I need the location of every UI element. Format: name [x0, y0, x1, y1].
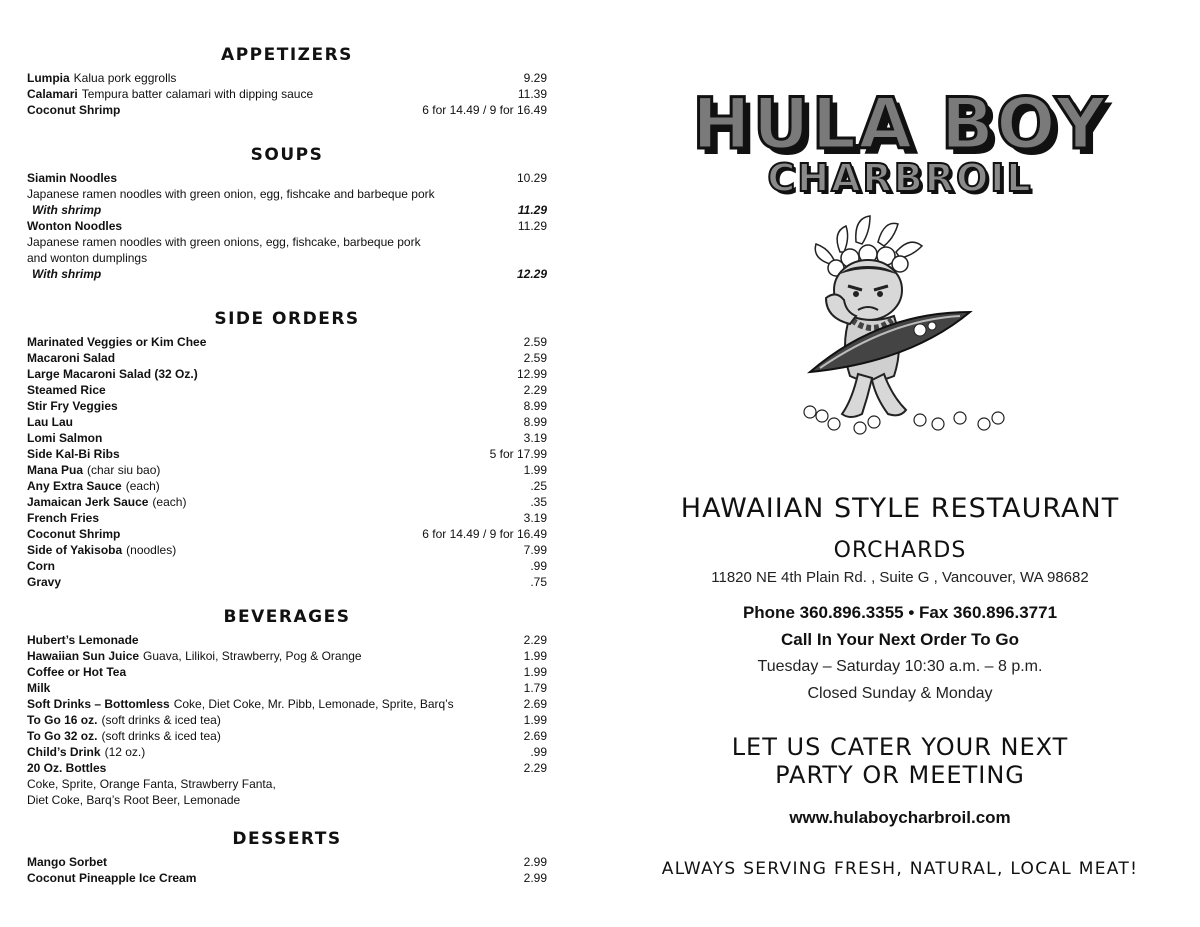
item-name: Siamin Noodles	[27, 171, 118, 185]
side-orders-list	[27, 334, 547, 590]
item-price: 2.59	[523, 335, 547, 349]
menu-item	[27, 744, 547, 760]
item-name: Hubert’s Lemonade	[27, 633, 139, 647]
item-name: Lumpia	[27, 71, 70, 85]
item-price: 5 for 17.99	[489, 447, 547, 461]
menu-item	[27, 70, 547, 86]
item-name: Marinated Veggies or Kim Chee	[27, 335, 207, 349]
item-description: (each)	[125, 479, 160, 493]
item-name: To Go 16 oz.	[27, 713, 98, 727]
item-price: 3.19	[523, 511, 547, 525]
desserts-section	[27, 828, 547, 886]
item-name: To Go 32 oz.	[27, 729, 98, 743]
menu-item	[27, 398, 547, 414]
item-price: .35	[530, 495, 547, 509]
item-price: 12.99	[516, 367, 547, 381]
menu-item	[27, 218, 547, 234]
item-price: 10.29	[516, 171, 547, 185]
item-name: Large Macaroni Salad (32 Oz.)	[27, 367, 198, 381]
item-price: 1.99	[523, 463, 547, 477]
item-price: 1.79	[523, 681, 547, 695]
item-name: Mango Sorbet	[27, 855, 107, 869]
item-description: Japanese ramen noodles with green onions, egg, fishcake, barbeque pork	[27, 235, 421, 249]
item-name: Gravy	[27, 575, 62, 589]
item-price: 6 for 14.49 / 9 for 16.49	[422, 527, 547, 541]
menu-item	[27, 86, 547, 102]
item-price: 2.29	[523, 633, 547, 647]
item-name: 20 Oz. Bottles	[27, 761, 107, 775]
item-description: Tempura batter calamari with dipping sauce	[81, 87, 314, 101]
item-name: Coconut Pineapple Ice Cream	[27, 871, 197, 885]
menu-item	[27, 760, 547, 776]
item-price: 2.69	[523, 697, 547, 711]
item-description: (soft drinks & iced tea)	[101, 713, 221, 727]
menu-item	[27, 542, 547, 558]
item-price: 7.99	[523, 543, 547, 557]
item-name: Jamaican Jerk Sauce	[27, 495, 149, 509]
menu-item	[27, 632, 547, 648]
appetizers-title: APPETIZERS	[221, 45, 353, 65]
item-price: 2.59	[523, 351, 547, 365]
menu-item	[27, 430, 547, 446]
item-description: (12 oz.)	[104, 745, 146, 759]
item-price: .99	[530, 559, 547, 573]
beverages-title: BEVERAGES	[223, 607, 351, 627]
logo-name-line1: HULA BOY	[692, 83, 1108, 165]
item-price: 6 for 14.49 / 9 for 16.49	[422, 103, 547, 117]
variant-label: With shrimp	[32, 203, 102, 217]
menu-item	[27, 478, 547, 494]
item-price: 11.29	[517, 219, 547, 233]
menu-item	[27, 854, 547, 870]
menu-item	[27, 510, 547, 526]
item-description: and wonton dumplings	[27, 251, 148, 265]
menu-item	[27, 462, 547, 478]
item-price: 1.99	[523, 665, 547, 679]
menu-item	[27, 728, 547, 744]
desserts-list	[27, 854, 547, 886]
item-name: Stir Fry Veggies	[27, 399, 118, 413]
restaurant-logo	[670, 83, 1130, 200]
location-name: ORCHARDS	[833, 538, 967, 563]
item-price: 2.29	[523, 761, 547, 775]
catering-line-1: LET US CATER YOUR NEXT	[731, 733, 1069, 761]
bottles-description: Coke, Sprite, Orange Fanta, Strawberry Fanta,	[27, 777, 276, 791]
item-description: Coke, Diet Coke, Mr. Pibb, Lemonade, Sprite, Barq’s	[173, 697, 454, 711]
item-name: Milk	[27, 681, 51, 695]
item-name: Side Kal-Bi Ribs	[27, 447, 120, 461]
restaurant-tagline: HAWAIIAN STYLE RESTAURANT	[680, 493, 1120, 524]
item-price: 2.29	[523, 383, 547, 397]
item-name: Soft Drinks – Bottomless	[27, 697, 170, 711]
menu-item	[27, 712, 547, 728]
menu-item	[27, 350, 547, 366]
beverages-section	[27, 606, 547, 808]
appetizers-list	[27, 70, 547, 118]
item-price: 9.29	[523, 71, 547, 85]
item-description: (each)	[152, 495, 187, 509]
menu-item	[27, 680, 547, 696]
desserts-title: DESSERTS	[232, 829, 342, 849]
menu-item	[27, 870, 547, 886]
item-name: Any Extra Sauce	[27, 479, 122, 493]
call-to-order: Call In Your Next Order To Go	[780, 630, 1020, 649]
item-price: .25	[530, 479, 547, 493]
menu-item	[27, 574, 547, 590]
opening-hours: Tuesday – Saturday 10:30 a.m. – 8 p.m.	[757, 658, 1043, 675]
menu-item	[27, 446, 547, 462]
beverages-list	[27, 632, 547, 776]
item-description: (soft drinks & iced tea)	[101, 729, 221, 743]
menu-item	[27, 558, 547, 574]
item-name: Calamari	[27, 87, 78, 101]
item-price: 1.99	[523, 649, 547, 663]
bottles-description: Diet Coke, Barq’s Root Beer, Lemonade	[27, 793, 241, 807]
item-price: 3.19	[523, 431, 547, 445]
item-description: Kalua pork eggrolls	[73, 71, 177, 85]
appetizers-section	[27, 44, 547, 118]
item-price: 8.99	[523, 399, 547, 413]
menu-item	[27, 382, 547, 398]
item-price: 11.39	[517, 87, 547, 101]
item-name: Coconut Shrimp	[27, 527, 121, 541]
item-name: Coconut Shrimp	[27, 103, 121, 117]
menu-item	[27, 366, 547, 382]
menu-item	[27, 648, 547, 664]
menu-item	[27, 664, 547, 680]
menu-item	[27, 494, 547, 510]
item-description: Japanese ramen noodles with green onion, egg, fishcake and barbeque pork	[27, 187, 435, 201]
item-name: Child’s Drink	[27, 745, 101, 759]
catering-line-2: PARTY OR MEETING	[775, 761, 1025, 789]
item-name: Mana Pua	[27, 463, 84, 477]
item-name: Hawaiian Sun Juice	[27, 649, 140, 663]
item-name: Coffee or Hot Tea	[27, 665, 127, 679]
item-name: French Fries	[27, 511, 100, 525]
menu-right-column	[620, 0, 1180, 927]
hula-boy-mascot-illustration	[800, 212, 1010, 440]
closed-days: Closed Sunday & Monday	[807, 685, 993, 702]
item-name: Lau Lau	[27, 415, 74, 429]
soups-title: SOUPS	[250, 145, 324, 165]
menu-item	[27, 526, 547, 542]
menu-item-variant	[27, 266, 547, 282]
website-link[interactable]: www.hulaboycharbroil.com	[789, 808, 1011, 827]
side-orders-title: SIDE ORDERS	[214, 309, 360, 329]
item-name: Corn	[27, 559, 55, 573]
menu-left-column	[27, 44, 547, 902]
menu-item	[27, 102, 547, 118]
menu-item-variant	[27, 202, 547, 218]
variant-price: 12.29	[516, 267, 547, 281]
variant-label: With shrimp	[32, 267, 102, 281]
menu-item	[27, 414, 547, 430]
item-name: Steamed Rice	[27, 383, 106, 397]
phone-fax: Phone 360.896.3355 • Fax 360.896.3771	[742, 603, 1058, 622]
logo-name-line2: CHARBROIL	[767, 156, 1033, 200]
item-description: (noodles)	[126, 543, 177, 557]
item-price: 2.99	[523, 871, 547, 885]
item-name: Wonton Noodles	[27, 219, 123, 233]
item-price: 8.99	[523, 415, 547, 429]
soups-section	[27, 144, 547, 282]
item-name: Side of Yakisoba	[27, 543, 123, 557]
item-description: Guava, Lilikoi, Strawberry, Pog & Orange	[143, 649, 362, 663]
variant-price: 11.29	[517, 203, 547, 217]
address: 11820 NE 4th Plain Rd. , Suite G , Vancouver, WA 98682	[711, 569, 1089, 586]
item-price: 1.99	[523, 713, 547, 727]
side-orders-section	[27, 308, 547, 590]
menu-item	[27, 170, 547, 186]
item-price: 2.69	[523, 729, 547, 743]
item-name: Lomi Salmon	[27, 431, 103, 445]
item-name: Macaroni Salad	[27, 351, 116, 365]
item-description: (char siu bao)	[87, 463, 161, 477]
item-price: .99	[530, 745, 547, 759]
menu-item	[27, 696, 547, 712]
menu-item	[27, 334, 547, 350]
item-price: 2.99	[523, 855, 547, 869]
item-price: .75	[530, 575, 547, 589]
slogan: ALWAYS SERVING FRESH, NATURAL, LOCAL MEAT!	[661, 859, 1139, 879]
